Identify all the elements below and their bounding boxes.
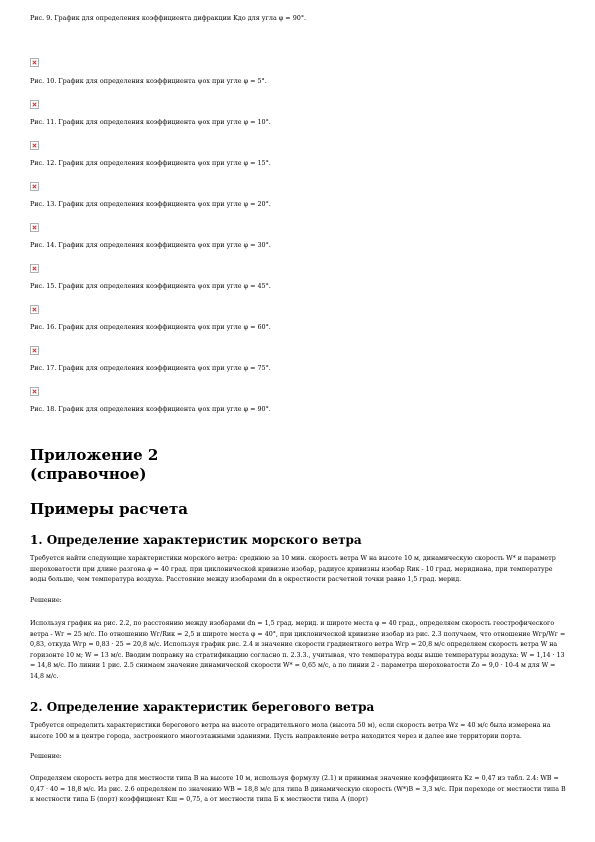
solution-label: Решение: — [30, 753, 62, 760]
figure-caption: Рис. 12. График для определения коэффициента ψох при угле φ = 15°. — [30, 159, 271, 167]
solution-label: Решение: — [30, 597, 62, 604]
broken-image-icon — [30, 305, 39, 314]
figure-caption: Рис. 15. График для определения коэффициента ψох при угле φ = 45°. — [30, 282, 271, 290]
appendix-subtitle: Примеры расчета — [30, 500, 188, 518]
figure-caption: Рис. 18. График для определения коэффициента ψох при угле φ = 90°. — [30, 405, 271, 413]
figure-caption: Рис. 13. График для определения коэффициента ψох при угле φ = 20°. — [30, 200, 271, 208]
broken-image-icon — [30, 182, 39, 191]
appendix-title: Приложение 2 — [30, 446, 159, 464]
figure-caption: Рис. 9. График для определения коэффициента дифракции Kдо для угла φ = 90°. — [30, 14, 307, 22]
section1-task: Требуется найти следующие характеристики морского ветра: среднюю за 10 мин. скорость ветра W на высоте 10 м, динамическую скорость W* и параметр шероховатости при длине разгона φ = 40 град. при циклонической кривизне изобар, радиусе кривизны изобар Rик - 10 град. меридиана, при температуре воды больше, чем температура воздуха. Расстояние между изобарами dn в окрестности расчетной точки равно 1,5 град. мерид. — [30, 555, 556, 584]
broken-image-icon — [30, 100, 39, 109]
section1-solution: Используя график на рис. 2.2, по расстоянию между изобарами dn = 1,5 град. мерид. и широте места φ = 40 град., определяем скорость геострофического ветра - Wг = 25 м/с. По отношению Wг/Rик = 2,5 и широте места φ = 40°, при циклонической кривизне изобар из рис. 2.3 получаем, что отношение Wгр/Wг = 0,83, откуда Wгр = 0,83 · 25 = 20,8 м/с. Используя график рис. 2.4 и значение скорости градиентного ветра Wгр = 20,8 м/с определяем скорость ветра W на горизонте 10 м; W = 13 м/с. Вводим поправку на стратификацию согласно п. 2.3.3., учитывая, что температура воды выше температуры воздуха: W = 1,14 · 13 = 14,8 м/с. По линии 1 рис. 2.5 снимаем значение динамической скорости W* = 0,65 м/с, а по линии 2 - параметра шероховатости Zо = 9,0 · 10-4 м для W = 14,8 м/с. — [30, 620, 566, 680]
section-heading: 1. Определение характеристик морского ветра — [30, 533, 362, 547]
section-heading: 2. Определение характеристик берегового ветра — [30, 700, 375, 714]
figure-caption: Рис. 16. График для определения коэффициента ψох при угле φ = 60°. — [30, 323, 271, 331]
broken-image-icon — [30, 141, 39, 150]
broken-image-icon — [30, 58, 39, 67]
broken-image-icon — [30, 264, 39, 273]
broken-image-icon — [30, 223, 39, 232]
figure-caption: Рис. 17. График для определения коэффициента ψох при угле φ = 75°. — [30, 364, 271, 372]
figure-caption: Рис. 10. График для определения коэффициента ψох при угле φ = 5°. — [30, 77, 267, 85]
section2-solution: Определяем скорость ветра для местности типа В на высоте 10 м, используя формулу (2.1) и принимая значение коэффициента Kz = 0,47 из табл. 2.4: WВ = 0,47 · 40 = 18,8 м/с. Из рис. 2.6 определяем по значению WВ = 18,8 м/с для типа В динамическую скорость (W*)В = 3,3 м/с. При переходе от местности типа В к местности типа Б (порт) коэффициент Kш = 0,75, а от местности типа Б к местности типа А (порт) — [30, 775, 566, 804]
broken-image-icon — [30, 346, 39, 355]
appendix-title-note: (справочное) — [30, 465, 147, 483]
figure-caption: Рис. 14. График для определения коэффициента ψох при угле φ = 30°. — [30, 241, 271, 249]
section2-task: Требуется определить характеристики берегового ветра на высоте оградительного мола (высота 50 м), если скорость ветра Wz = 40 м/с была измерена на высоте 100 м в центре города, застроенного многоэтажными зданиями. Пусть направление ветра находится через и далее вне территории порта. — [30, 722, 551, 740]
broken-image-icon — [30, 387, 39, 396]
figure-caption: Рис. 11. График для определения коэффициента ψох при угле φ = 10°. — [30, 118, 271, 126]
